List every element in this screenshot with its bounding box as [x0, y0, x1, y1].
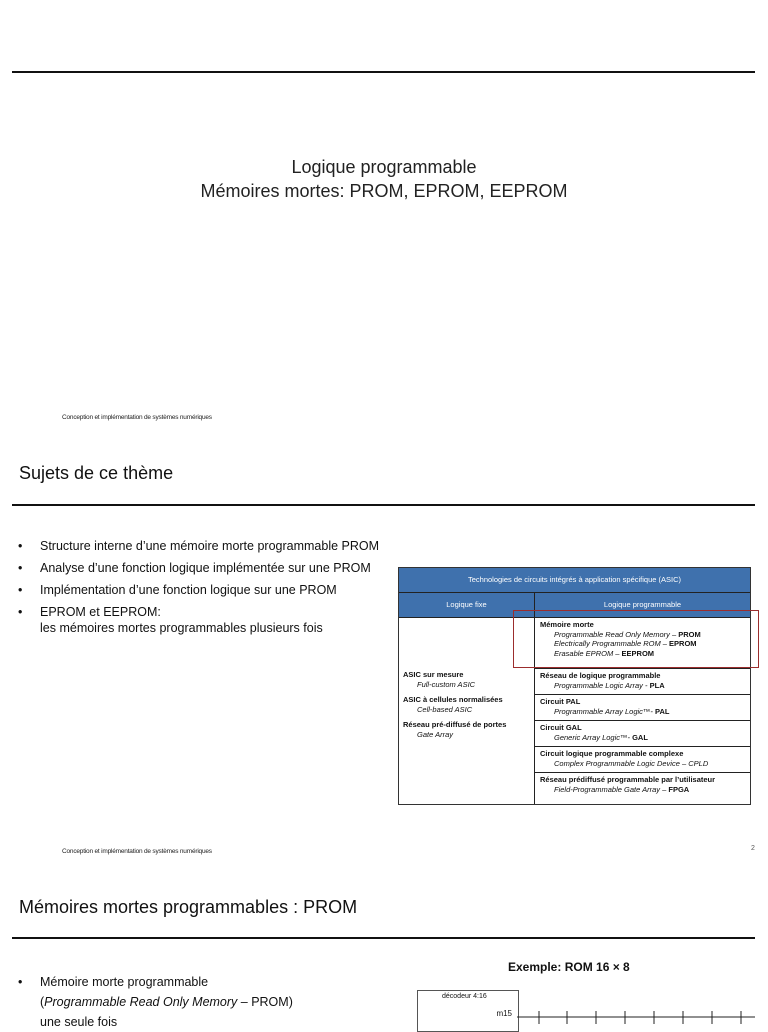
- list-item: ASIC à cellules normalisées Cell-based ASIC: [403, 695, 503, 714]
- slide2-title: Sujets de ce thème: [19, 463, 174, 483]
- slide1-title-line2: Mémoires mortes: PROM, EPROM, EEPROM: [200, 181, 568, 201]
- list-item: ASIC sur mesure Full-custom ASIC: [403, 670, 476, 689]
- list-item: • Implémentation d’une fonction logique sur une PROM: [18, 583, 337, 597]
- table-row: Réseau de logique programmable Programmable Logic Array - PLA: [535, 669, 750, 695]
- slide1-title-line1: Logique programmable: [291, 157, 477, 177]
- table-row: Mémoire morte Programmable Read Only Memory – PROM Electrically Programmable ROM – EPROM Erasable EPROM – EEPROM: [535, 618, 750, 669]
- decoder-label: décodeur 4:16: [442, 993, 487, 1000]
- column-header-fixed: Logique fixe: [399, 593, 535, 617]
- slide1-footer: Conception et implémentation de systèmes numériques: [62, 414, 212, 421]
- slide1-top-rule: [12, 71, 755, 73]
- slide3-title: Mémoires mortes programmables : PROM: [19, 897, 358, 917]
- column-header-programmable: Logique programmable: [535, 593, 750, 617]
- table-header: Technologies de circuits intégrés à application spécifique (ASIC): [399, 568, 750, 593]
- example-title: Exemple: ROM 16 × 8: [508, 960, 630, 974]
- decoder-diagram: [417, 990, 519, 1032]
- list-item: • Analyse d’une fonction logique implémentée sur une PROM: [18, 561, 371, 575]
- list-item: Réseau pré-diffusé de portes Gate Array: [403, 720, 507, 739]
- asic-technology-table: [398, 567, 751, 805]
- slide3-top-rule: [12, 937, 755, 939]
- table-row: Circuit GAL Generic Array Logic™- GAL: [535, 721, 750, 747]
- list-item: • EPROM et EEPROM: les mémoires mortes programmables plusieurs fois: [18, 605, 323, 635]
- table-row: Circuit logique programmable complexe Complex Programmable Logic Device – CPLD: [535, 747, 750, 773]
- memory-highlight-box: [513, 610, 759, 668]
- slide1-title: [0, 155, 768, 203]
- table-row: Circuit PAL Programmable Array Logic™- PAL: [535, 695, 750, 721]
- slide3-bullet: • Mémoire morte programmable (Programmable Read Only Memory – PROM) une seule fois: [18, 975, 293, 1029]
- slide2-bullet-list: [18, 538, 388, 642]
- slide2-footer: Conception et implémentation de systèmes numériques: [62, 848, 212, 855]
- page-number: 2: [751, 845, 755, 852]
- decoder-output-label: m15: [496, 1009, 512, 1018]
- rom-grid-diagram: [517, 1005, 757, 1024]
- slide2-top-rule: [12, 504, 755, 506]
- list-item: • Structure interne d’une mémoire morte programmable PROM: [18, 539, 380, 553]
- table-row: Réseau prédiffusé programmable par l’utilisateur Field-Programmable Gate Array – FPGA: [540, 775, 716, 794]
